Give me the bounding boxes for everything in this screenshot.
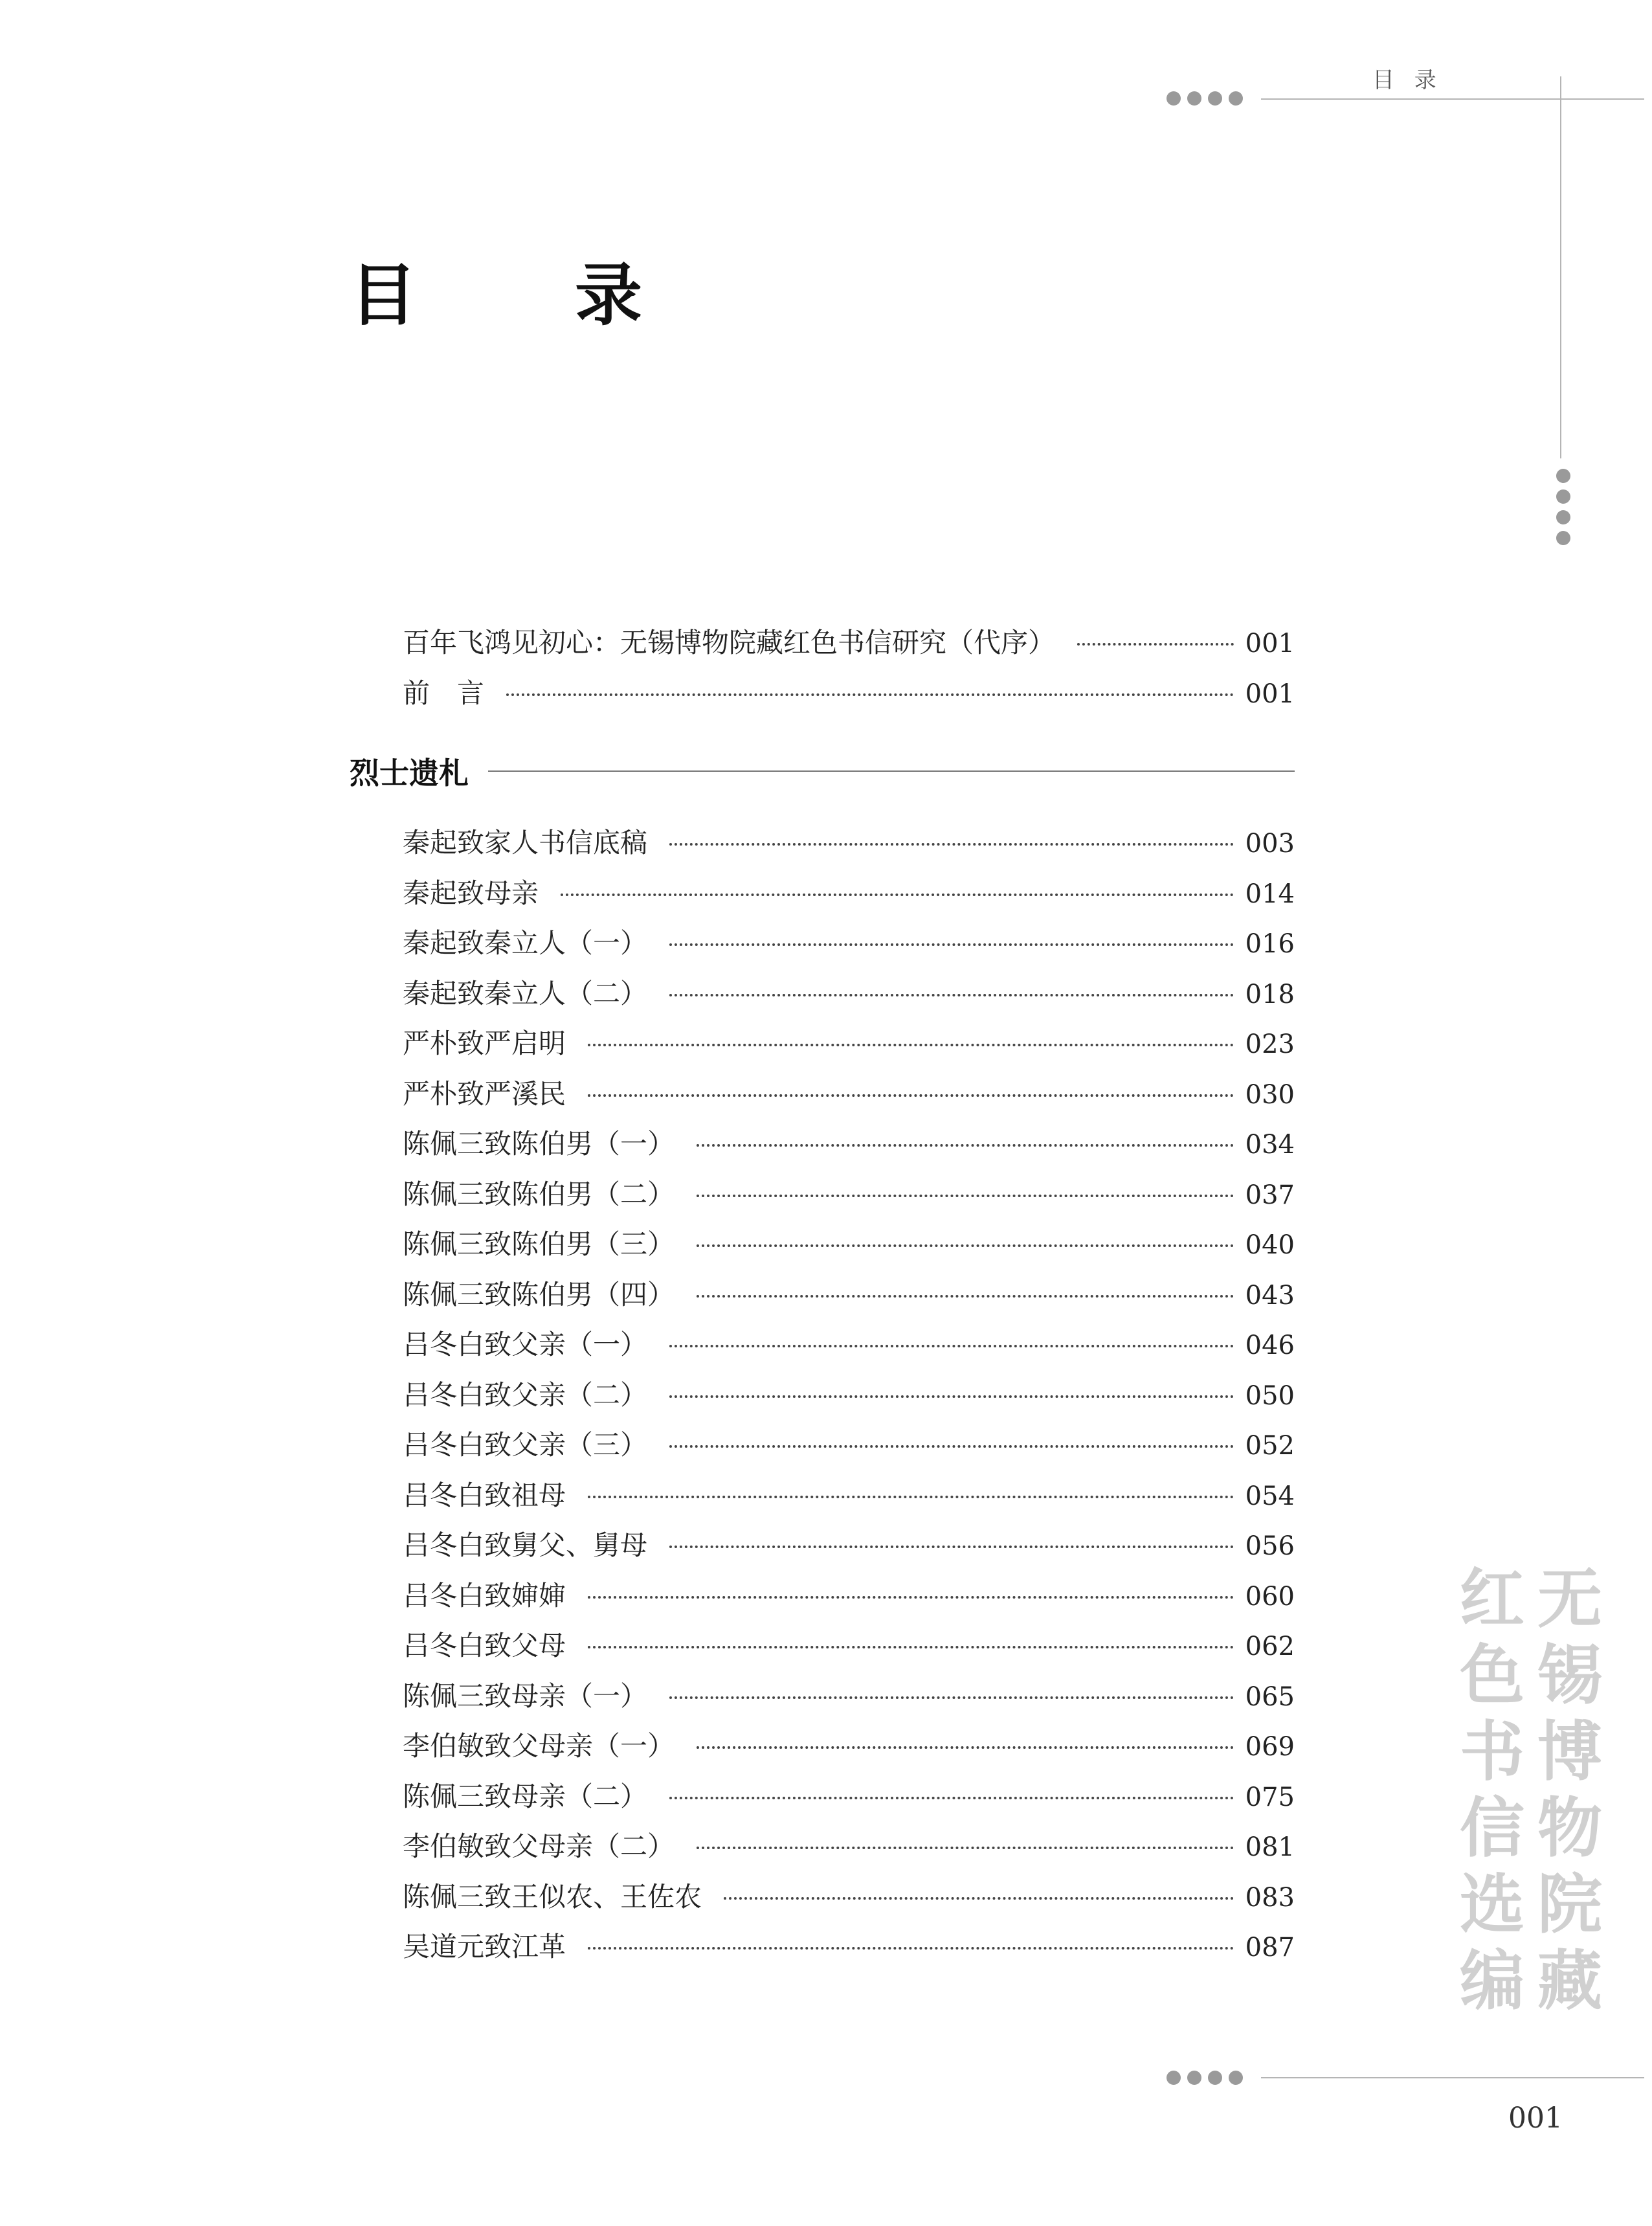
toc-row[interactable] <box>350 1825 1295 1876</box>
toc-entry-title: 吕冬白致父母 <box>403 1630 566 1661</box>
toc-entry-page: 023 <box>1245 1029 1295 1059</box>
toc-row[interactable] <box>350 1474 1295 1525</box>
toc-entry-title: 陈佩三致陈伯男（二） <box>403 1178 675 1210</box>
vertical-title-column <box>1534 1560 1605 2019</box>
toc-entry-title: 百年飞鸿见初心：无锡博物院藏红色书信研究（代序） <box>403 627 1056 658</box>
toc-entry-title: 陈佩三致陈伯男（四） <box>403 1278 675 1310</box>
toc-entry-page: 046 <box>1245 1331 1295 1360</box>
toc-row[interactable] <box>350 1926 1295 1976</box>
dot-leader <box>697 1144 1234 1147</box>
title-char: 物 <box>1537 1790 1602 1866</box>
section-heading <box>350 745 1295 797</box>
footer-rule <box>1261 2077 1644 2078</box>
title-char: 无 <box>1537 1560 1602 1637</box>
dot-leader <box>669 1445 1234 1448</box>
dot-ornament <box>1208 2071 1222 2085</box>
dot-ornament <box>1229 2071 1243 2085</box>
title-char: 信 <box>1460 1790 1524 1866</box>
toc-entry-page: 065 <box>1245 1681 1295 1712</box>
section-rule <box>488 770 1295 772</box>
toc-row[interactable] <box>350 622 1295 672</box>
title-char: 色 <box>1460 1637 1524 1713</box>
toc-row[interactable] <box>350 1323 1295 1374</box>
toc-entry-title: 吕冬白致父亲（一） <box>403 1329 648 1360</box>
dot-leader <box>669 1546 1234 1548</box>
toc-row[interactable] <box>350 972 1295 1023</box>
title-char: 博 <box>1537 1713 1602 1790</box>
vertical-book-title <box>1457 1560 1605 2019</box>
dot-ornament <box>1166 91 1181 106</box>
dot-leader <box>588 1044 1234 1046</box>
toc-row[interactable] <box>350 1022 1295 1073</box>
side-rule <box>1560 76 1561 458</box>
header-dots <box>1166 91 1243 106</box>
toc-entry-title: 吕冬白致婶婶 <box>403 1579 566 1612</box>
dot-leader <box>724 1897 1234 1900</box>
toc-entry-title: 陈佩三致陈伯男（一） <box>403 1128 675 1160</box>
dot-leader <box>697 1195 1234 1197</box>
toc-entry-title: 秦起致秦立人（二） <box>403 977 648 1009</box>
toc-entries <box>350 822 1295 1976</box>
footer-dots <box>1166 2071 1243 2085</box>
dot-leader <box>588 1496 1234 1498</box>
toc-row[interactable] <box>350 1173 1295 1224</box>
toc-row[interactable] <box>350 1073 1295 1123</box>
toc-entry-title: 秦起致母亲 <box>403 877 539 909</box>
toc-row[interactable] <box>350 1775 1295 1826</box>
toc-entry-title: 秦起致秦立人（一） <box>403 927 648 959</box>
dot-leader <box>669 943 1234 946</box>
toc-entry-page: 052 <box>1245 1431 1295 1461</box>
toc-entry-page: 014 <box>1245 879 1295 909</box>
toc-row[interactable] <box>350 672 1295 723</box>
title-char: 锡 <box>1537 1637 1602 1713</box>
title-char: 红 <box>1460 1560 1524 1637</box>
toc-entry-page: 018 <box>1245 979 1295 1009</box>
toc-entry-page: 030 <box>1245 1079 1295 1110</box>
toc-entry-page: 043 <box>1245 1280 1295 1310</box>
toc-entry-title: 李伯敏致父母亲（一） <box>403 1730 675 1762</box>
toc-entry-title: 前 言 <box>403 677 485 709</box>
toc-entry-title: 严朴致严溪民 <box>403 1077 566 1110</box>
dot-leader <box>1077 643 1234 646</box>
toc-entry-title: 吴道元致江革 <box>403 1931 566 1962</box>
dot-ornament <box>1187 2071 1201 2085</box>
toc-entry-page: 069 <box>1245 1732 1295 1762</box>
toc-entry-page: 034 <box>1245 1130 1295 1160</box>
dot-leader <box>669 1696 1234 1699</box>
toc-entry-title: 吕冬白致舅父、舅母 <box>403 1529 648 1561</box>
toc-entry-page: 081 <box>1245 1832 1295 1862</box>
toc-entry-page: 060 <box>1245 1581 1295 1612</box>
toc-entry-page: 001 <box>1245 679 1295 709</box>
title-char: 书 <box>1460 1713 1524 1790</box>
toc-entry-page: 050 <box>1245 1380 1295 1411</box>
dot-leader <box>697 1295 1234 1298</box>
dot-leader <box>669 1395 1234 1398</box>
page-number: 001 <box>1508 2102 1563 2135</box>
dot-ornament <box>1229 91 1243 106</box>
toc-entry-title: 陈佩三致母亲（二） <box>403 1780 648 1812</box>
toc-entry-title: 吕冬白致祖母 <box>403 1479 566 1511</box>
page-title: 目 录 <box>350 256 688 335</box>
dot-leader <box>588 1947 1234 1950</box>
title-char: 藏 <box>1537 1942 1602 2019</box>
dot-ornament <box>1556 469 1570 483</box>
toc-entry-title: 李伯敏致父母亲（二） <box>403 1830 675 1862</box>
toc-entry-page: 075 <box>1245 1782 1295 1812</box>
toc-entry-title: 严朴致严启明 <box>403 1028 566 1059</box>
toc-row[interactable] <box>350 1123 1295 1173</box>
side-dots <box>1556 469 1570 545</box>
toc-row[interactable] <box>350 1374 1295 1424</box>
table-of-contents <box>350 622 1295 1976</box>
dot-leader <box>506 693 1234 696</box>
toc-row[interactable] <box>350 1274 1295 1324</box>
toc-entry-page: 003 <box>1245 829 1295 859</box>
toc-entry-page: 062 <box>1245 1632 1295 1661</box>
toc-row[interactable] <box>350 1575 1295 1625</box>
toc-row[interactable] <box>350 1725 1295 1775</box>
toc-row[interactable] <box>350 822 1295 872</box>
dot-ornament <box>1556 531 1570 545</box>
toc-row[interactable] <box>350 1424 1295 1474</box>
dot-leader <box>588 1596 1234 1599</box>
toc-entry-page: 001 <box>1245 629 1295 658</box>
toc-entry-title: 吕冬白致父亲（三） <box>403 1429 648 1461</box>
dot-leader <box>561 894 1234 896</box>
dot-ornament <box>1556 489 1570 504</box>
toc-row[interactable] <box>350 1223 1295 1274</box>
dot-ornament <box>1166 2071 1181 2085</box>
toc-row[interactable] <box>350 1625 1295 1675</box>
dot-leader <box>669 1797 1234 1799</box>
toc-row[interactable] <box>350 1524 1295 1575</box>
running-header: 目 录 <box>1372 67 1443 93</box>
title-char: 院 <box>1537 1866 1602 1942</box>
section-title: 烈士遗札 <box>350 756 469 791</box>
title-char: 选 <box>1460 1866 1524 1942</box>
dot-leader <box>669 1345 1234 1347</box>
toc-entry-page: 083 <box>1245 1882 1295 1913</box>
header-rule <box>1261 98 1644 100</box>
dot-ornament <box>1208 91 1222 106</box>
dot-leader <box>669 994 1234 996</box>
toc-row[interactable] <box>350 922 1295 972</box>
toc-entry-page: 040 <box>1245 1230 1295 1260</box>
vertical-title-column <box>1457 1560 1528 2019</box>
title-char: 编 <box>1460 1942 1524 2019</box>
dot-ornament <box>1556 510 1570 524</box>
dot-leader <box>588 1094 1234 1097</box>
toc-entry-title: 陈佩三致母亲（一） <box>403 1680 648 1712</box>
toc-entry-page: 037 <box>1245 1180 1295 1210</box>
dot-leader <box>669 843 1234 846</box>
toc-entry-title: 吕冬白致父亲（二） <box>403 1378 648 1411</box>
dot-ornament <box>1187 91 1201 106</box>
toc-row[interactable] <box>350 872 1295 923</box>
dot-leader <box>697 1244 1234 1247</box>
toc-entry-page: 056 <box>1245 1531 1295 1561</box>
dot-leader <box>588 1646 1234 1648</box>
toc-entry-page: 054 <box>1245 1481 1295 1511</box>
dot-leader <box>697 1847 1234 1849</box>
dot-leader <box>697 1746 1234 1749</box>
toc-entry-title: 秦起致家人书信底稿 <box>403 827 648 859</box>
toc-entry-page: 016 <box>1245 929 1295 959</box>
toc-entry-title: 陈佩三致陈伯男（三） <box>403 1228 675 1260</box>
toc-entry-page: 087 <box>1245 1933 1295 1962</box>
toc-row[interactable] <box>350 1675 1295 1726</box>
toc-row[interactable] <box>350 1876 1295 1926</box>
toc-entry-title: 陈佩三致王似农、王佐农 <box>403 1880 702 1913</box>
